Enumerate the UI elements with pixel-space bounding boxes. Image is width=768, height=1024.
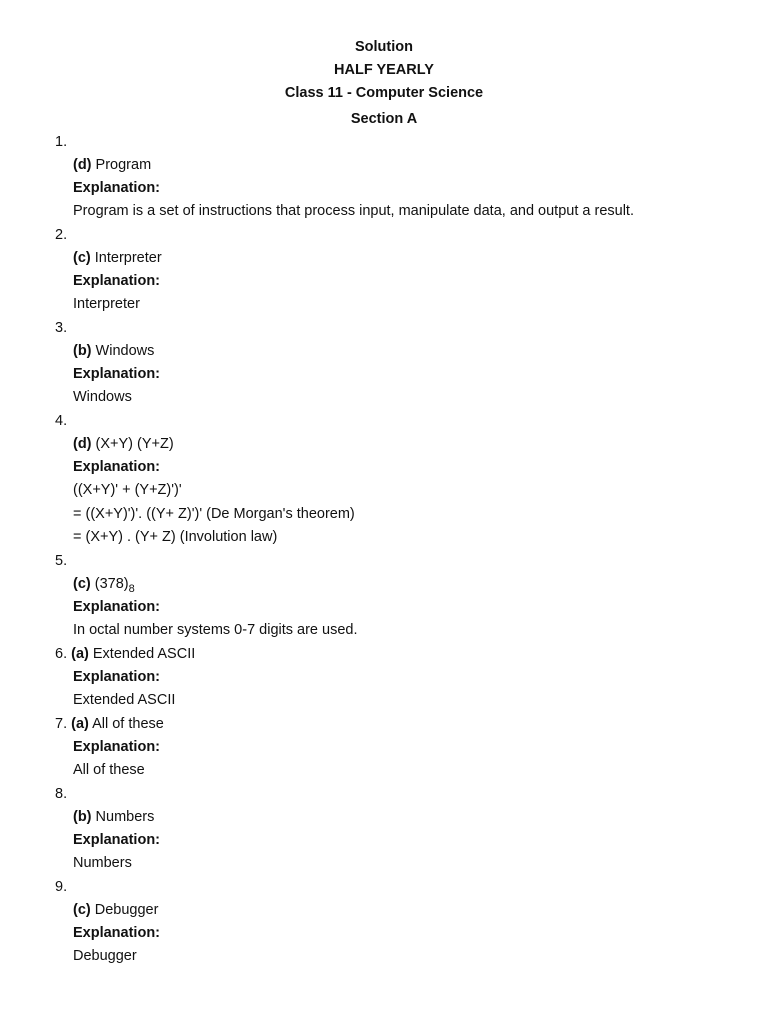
answer-line: [55, 644, 195, 664]
doc-title: Solution: [355, 39, 413, 55]
answer-option: (c): [73, 902, 91, 918]
explanation-text: = (X+Y) . (Y+ Z) (Involution law): [73, 529, 278, 545]
explanation-text: In octal number systems 0-7 digits are used.: [73, 622, 358, 638]
answer-text: Program: [95, 157, 152, 173]
answer-line: [73, 807, 154, 827]
answer-option: (d): [73, 157, 92, 173]
answer-line: [73, 155, 151, 175]
explanation-label: Explanation:: [73, 599, 161, 615]
answer-option: (b): [73, 343, 92, 359]
answer-option: (a): [71, 716, 89, 732]
explanation-text: Debugger: [73, 948, 137, 964]
answer-subscript: 8: [128, 583, 135, 595]
answer-text: Debugger: [94, 902, 159, 918]
explanation-text: Windows: [73, 389, 132, 405]
answer-option: (d): [73, 436, 92, 452]
answer-text: Windows: [95, 343, 155, 359]
explanation-label: Explanation:: [73, 669, 161, 685]
answer-option: (a): [71, 646, 89, 662]
question-number: 8.: [55, 786, 68, 802]
answer-text: (X+Y) (Y+Z): [95, 436, 174, 452]
question-number: 2.: [55, 227, 68, 243]
answer-text: Interpreter: [94, 250, 162, 266]
question-number: 7.: [55, 716, 68, 732]
explanation-label: Explanation:: [73, 832, 161, 848]
explanation-text: ((X+Y)' + (Y+Z)')': [73, 482, 182, 498]
explanation-label: Explanation:: [73, 366, 161, 382]
question-number: 1.: [55, 134, 68, 150]
explanation-text: Program is a set of instructions that process input, manipulate data, and output a result.: [73, 203, 634, 219]
explanation-label: Explanation:: [73, 925, 161, 941]
explanation-text: Numbers: [73, 855, 132, 871]
question-number: 5.: [55, 553, 68, 569]
question-number: 4.: [55, 413, 68, 429]
answer-option: (b): [73, 809, 92, 825]
answer-text: (378): [94, 576, 129, 592]
answer-line: [73, 574, 135, 594]
explanation-label: Explanation:: [73, 180, 161, 196]
answer-option: (c): [73, 576, 91, 592]
answer-line: [73, 341, 154, 361]
explanation-text: Extended ASCII: [73, 692, 176, 708]
class-subject: Class 11 - Computer Science: [284, 85, 484, 101]
question-number: 6.: [55, 646, 68, 662]
exam-name: HALF YEARLY: [334, 62, 434, 78]
answer-text: Extended ASCII: [92, 646, 196, 662]
answer-line: [73, 900, 158, 920]
answer-text: All of these: [92, 716, 164, 732]
answer-line: [73, 434, 174, 454]
explanation-text: All of these: [73, 762, 145, 778]
question-number: 9.: [55, 879, 68, 895]
section-title: Section A: [350, 111, 418, 127]
explanation-label: Explanation:: [73, 273, 161, 289]
answer-line: [55, 714, 164, 734]
explanation-label: Explanation:: [73, 739, 161, 755]
explanation-label: Explanation:: [73, 459, 161, 475]
explanation-text: Interpreter: [73, 296, 140, 312]
answer-line: [73, 248, 162, 268]
answer-option: (c): [73, 250, 91, 266]
question-number: 3.: [55, 320, 68, 336]
answer-text: Numbers: [95, 809, 155, 825]
explanation-text: = ((X+Y)')'. ((Y+ Z)')' (De Morgan's theorem): [73, 506, 355, 522]
